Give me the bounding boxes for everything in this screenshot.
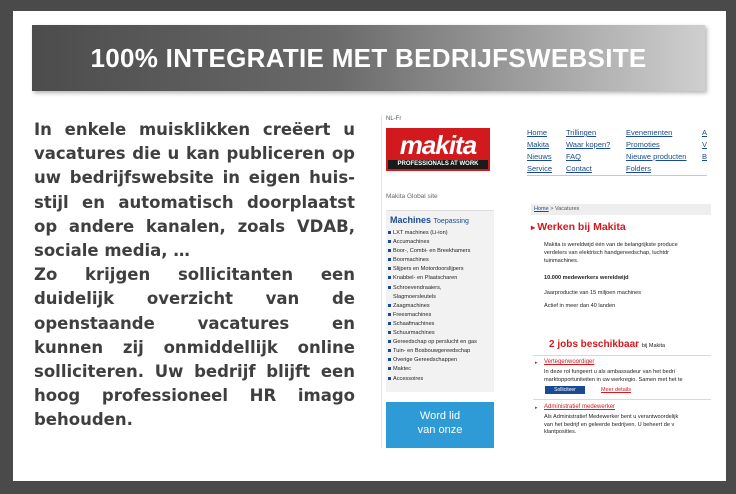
nav-link-faq[interactable]: FAQ [566, 152, 582, 161]
machines-sidebar [386, 210, 494, 392]
nav-divider [527, 175, 707, 176]
job-description-line: In deze rol fungeert u als ambassadeur van het bedri [544, 369, 675, 375]
bullet-icon [388, 322, 391, 325]
bullet-icon [388, 258, 391, 261]
bullet-icon [388, 340, 391, 343]
intro-text [544, 242, 714, 265]
sidebar-item-label: Knabbel- en Plaatscharen [393, 275, 458, 282]
nav-link-cut-3[interactable]: B [702, 152, 708, 161]
intro-line: verdelers van elektrisch handgereedschap, luchtdr [544, 249, 669, 256]
intro-line: Makita is wereldwijd één van de belangrijkste produce [544, 242, 678, 248]
sidebar-item[interactable] [388, 302, 492, 311]
arrow-icon: ▸ [535, 360, 538, 366]
bullet-icon [388, 267, 391, 270]
sidebar-item[interactable] [388, 329, 492, 338]
description-paragraph-2: Zo krijgen sollicitanten een duidelijk overzicht van de openstaande vacatures en kunnen zij onmiddellijk online solliciteren. Uw bedrijf blijft een hoog professioneel HR imago behouden. [34, 265, 355, 430]
nav-link-service[interactable]: Service [527, 164, 553, 173]
bullet-icon [388, 367, 391, 370]
sidebar-item[interactable] [388, 265, 492, 274]
nav-link-cut-2[interactable]: V [702, 140, 708, 149]
nav-row [527, 152, 707, 164]
job-description [544, 369, 712, 384]
sidebar-subtitle[interactable]: Toepassing [433, 218, 469, 225]
nav-link-evenementen[interactable]: Evenementen [626, 128, 673, 137]
nav-link-promoties[interactable]: Promoties [626, 140, 660, 149]
title-banner [32, 25, 705, 91]
apply-button[interactable]: Solliciteer [545, 386, 585, 394]
sidebar-item-label: Slagmoersleutels [393, 293, 436, 300]
nav-link-nieuws[interactable]: Nieuws [527, 152, 552, 161]
nav-link-home[interactable]: Home [527, 128, 548, 137]
job-description-line: Als Administratief Medewerker bent u verantwoordelijk [544, 414, 679, 420]
bullet-icon [388, 331, 391, 334]
country-label: NL-Fr [386, 116, 402, 122]
nav-link-waar-kopen[interactable]: Waar kopen? [566, 140, 611, 149]
job-description-line: marktopportuniteiten in uw werkregio. Samen met het te [544, 376, 683, 383]
breadcrumb-current: > Vacatures [548, 206, 580, 212]
sidebar-item-label: Freesmachines [393, 311, 432, 318]
sidebar-item-label: Zaagmachines [393, 302, 430, 309]
sidebar-item[interactable] [388, 247, 492, 256]
job-title-link[interactable]: Vertegenwoordiger [544, 359, 595, 365]
jobs-heading-suffix: bij Makita [641, 343, 666, 349]
join-banner[interactable] [386, 402, 494, 448]
arrow-icon: ▸ [535, 405, 538, 411]
sidebar-item[interactable] [388, 311, 492, 320]
sidebar-item-label: Accessoires [393, 375, 424, 382]
jobs-heading [549, 339, 665, 350]
nav-row [527, 140, 707, 152]
intro-line: tuinmachines. [544, 257, 579, 264]
bullet-icon [388, 377, 391, 380]
sidebar-item-label: Maktec [393, 366, 412, 373]
job-title-link[interactable]: Administratief medewerker [544, 404, 616, 410]
website-screenshot [381, 115, 708, 448]
sidebar-item[interactable] [388, 320, 492, 329]
bullet-icon [388, 240, 391, 243]
jobs-heading-text: 2 jobs beschikbaar [549, 339, 640, 350]
sidebar-title [390, 215, 469, 225]
sidebar-item-label: Schuurmachines [393, 330, 435, 337]
sidebar-item[interactable] [388, 256, 492, 265]
job-description-line: klantposities. [544, 429, 577, 436]
stat-production: Jaarproductie van 15 miljoen machines [544, 290, 642, 296]
sidebar-title-label: Machines [390, 215, 432, 225]
divider [533, 399, 711, 400]
description-paragraph-1: In enkele muisklikken creëert u vacatures die u kan publiceren op uw bedrijfswebsite in eigen huis-stijl en automatisch doorplaatst op andere kanalen, zoals VDAB, sociale media, … [34, 120, 355, 261]
logo-tagline: PROFESSIONALS AT WORK [388, 160, 488, 169]
join-banner-line-2: van onze [417, 424, 463, 436]
sidebar-item[interactable] [388, 284, 492, 293]
sidebar-item-label: Accumachines [393, 239, 430, 246]
bullet-icon [388, 249, 391, 252]
job-description-line: van het bedrijf en geleerde bedrijven. U beheert de v [544, 421, 675, 428]
nav-link-makita[interactable]: Makita [527, 140, 550, 149]
nav-link-cut-1[interactable]: A [702, 128, 708, 137]
nav-link-folders[interactable]: Folders [626, 164, 652, 173]
arrow-icon: ▸ [531, 223, 538, 232]
sidebar-item[interactable] [388, 347, 492, 356]
bullet-icon [388, 304, 391, 307]
more-details-link[interactable]: Meer details [601, 387, 631, 393]
bullet-icon [388, 358, 391, 361]
nav-row [527, 128, 707, 140]
breadcrumb [531, 204, 711, 215]
nav-link-nieuwe-producten[interactable]: Nieuwe producten [626, 152, 687, 161]
sidebar-item[interactable] [388, 238, 492, 247]
bullet-icon [388, 231, 391, 234]
sidebar-item-label: LXT machines (Li-ion) [393, 230, 448, 236]
sidebar-item[interactable] [388, 229, 492, 238]
breadcrumb-home[interactable]: Home [534, 206, 549, 212]
sidebar-item-label: Boormachines [393, 257, 429, 264]
sidebar-item-label: Schaafmachines [393, 320, 435, 327]
nav-link-contact[interactable]: Contact [566, 164, 592, 173]
content-card [13, 11, 726, 481]
sidebar-item-label: Gereedschap op perslucht en gas [393, 339, 477, 346]
nav-link-trillingen[interactable]: Trillingen [566, 128, 597, 137]
sidebar-item[interactable] [388, 365, 492, 374]
description-text [34, 118, 355, 433]
sidebar-item[interactable] [388, 375, 492, 384]
sidebar-item-label: Slijpers en Motordoorslijpers [393, 266, 464, 273]
sidebar-item[interactable] [388, 293, 492, 302]
bullet-icon [388, 276, 391, 279]
top-navigation [527, 128, 707, 176]
global-site-link[interactable]: Makita Global site [386, 193, 438, 200]
sidebar-item[interactable] [388, 356, 492, 365]
sidebar-item-label: Tuin- en Bosbouwgereedschap [393, 348, 471, 355]
sidebar-item[interactable] [388, 274, 492, 283]
divider [533, 355, 711, 356]
page-heading [531, 221, 626, 233]
sidebar-list [388, 229, 492, 384]
page-heading-text: Werken bij Makita [537, 221, 626, 233]
bullet-icon [388, 349, 391, 352]
bullet-icon [388, 313, 391, 316]
sidebar-item-label: Schroevendraaiers, [393, 284, 442, 291]
join-banner-line-1: Word lid [419, 410, 461, 422]
stat-countries: Actief in meer dan 40 landen [544, 303, 616, 309]
sidebar-item-label: Overige Gereedschappen [393, 357, 458, 364]
sidebar-item[interactable] [388, 338, 492, 347]
stat-employees: 10.000 medewerkers wereldwijd [544, 275, 629, 281]
bullet-icon [388, 286, 391, 289]
makita-logo [386, 128, 490, 171]
sidebar-item-label: Boor-, Combi- en Breekhamers [393, 248, 471, 255]
job-description [544, 414, 712, 437]
banner-title: 100% INTEGRATIE MET BEDRIJFSWEBSITE [90, 43, 647, 73]
logo-wordmark: makita [399, 130, 477, 160]
